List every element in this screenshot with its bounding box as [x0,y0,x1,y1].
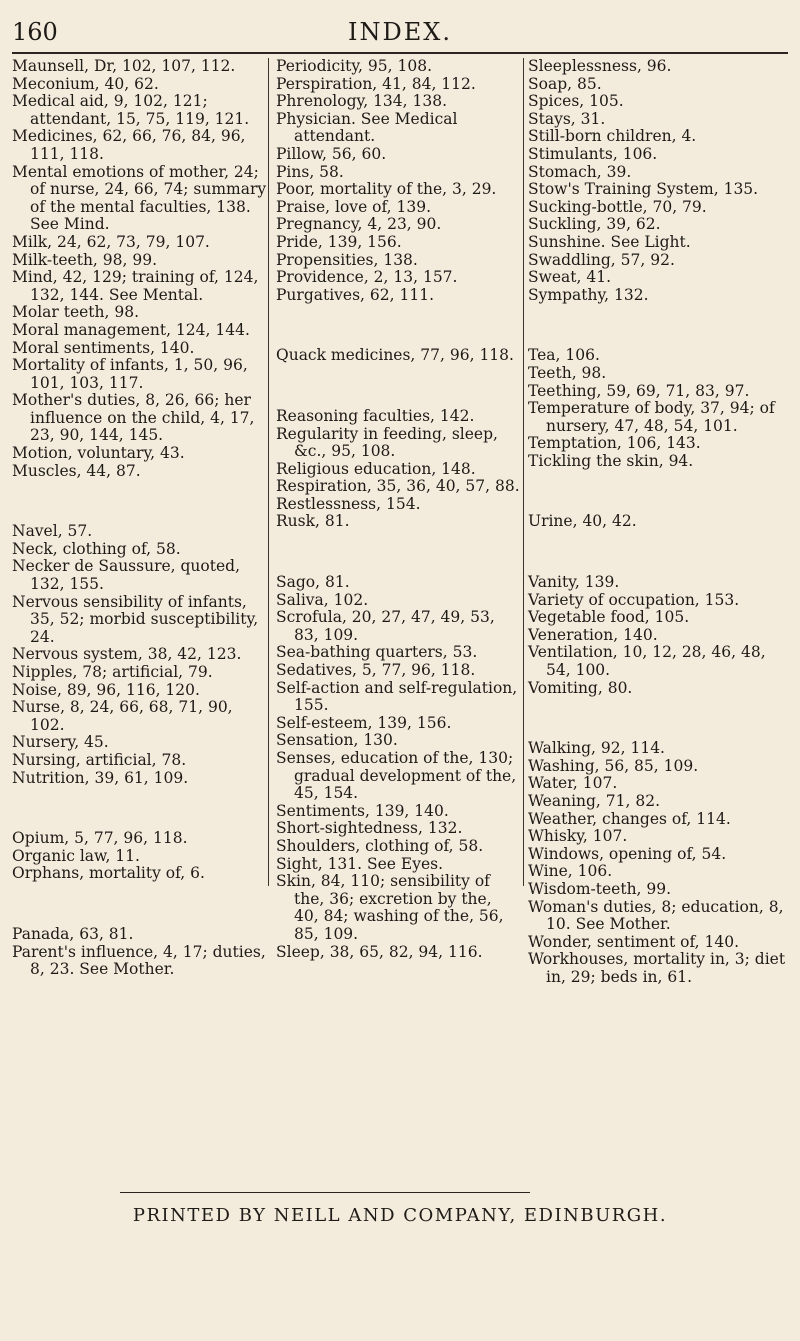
index-entry: Moral sentiments, 140. [12,338,195,357]
index-entry: Nursing, artificial, 78. [12,750,187,769]
index-entry: Nipples, 78; artificial, 79. [12,663,213,681]
index-entry: Washing, 56, 85, 109. [528,756,699,775]
index-entry: Nervous system, 38, 42, 123. [12,645,242,664]
page-title: INDEX. [348,18,452,46]
index-entry: Pins, 58. [276,162,344,181]
index-entry: Water, 107. [528,774,618,793]
index-entry: Sympathy, 132. [528,285,649,304]
index-entry: Mortality of infants, 1, 50, 96, 101, 103, 117. [12,356,248,392]
index-entry: Windows, opening of, 54. [528,844,727,863]
index-entry: Medicines, 62, 66, 76, 84, 96, 111, 118. [12,127,246,163]
index-entry: Reasoning faculties, 142. [276,406,475,425]
index-entry: Senses, education of the, 130; gradual development of the, 45, 154. [276,749,517,803]
index-entry: Rusk, 81. [276,512,350,531]
index-entry: Vomiting, 80. [528,678,633,697]
index-entry: Skin, 84, 110; sensibility of the, 36; excretion by the, 40, 84; washing of the, 56, 85, 109. [276,872,504,943]
index-entry: Poor, mortality of the, 3, 29. [276,180,497,199]
index-entry: Sentiments, 139, 140. [276,801,449,820]
index-entry: Tickling the skin, 94. [528,451,694,470]
section-gap [12,803,268,815]
index-entry: Mind, 42, 129; training of, 124, 132, 144. See Mental. [12,268,259,304]
index-entry: Pride, 139, 156. [276,232,402,251]
section-gap [528,486,786,498]
index-entry: Moral management, 124, 144. [12,320,250,339]
index-entry: Molar teeth, 98. [12,303,140,322]
index-entry: Variety of occupation, 153. [528,590,740,609]
index-entry: Shoulders, clothing of, 58. [276,836,484,855]
index-entry: Woman's duties, 8; education, 8, 10. See Mother. [528,897,784,934]
index-entry: Milk-teeth, 98, 99. [12,250,158,269]
index-entry: Workhouses, mortality in, 3; diet in, 29; beds in, 61. [528,950,786,986]
section-gap [12,496,268,508]
index-entry: Swaddling, 57, 92. [528,250,675,269]
footer-rule [120,1192,530,1193]
index-entry: Opium, 5, 77, 96, 118. [12,829,188,848]
index-entry: Praise, love of, 139. [276,197,432,216]
index-entry: Stays, 31. [528,109,606,128]
index-entry: Saliva, 102. [276,590,369,609]
index-entry: Necker de Saussure, quoted, 132, 155. [12,557,240,594]
index-entry: Suckling, 39, 62. [528,215,661,234]
printer-imprint: PRINTED BY NEILL AND COMPANY, EDINBURGH. [132,1205,668,1226]
index-entry: Weaning, 71, 82. [528,792,661,810]
index-columns [12,58,788,1188]
index-entry: Respiration, 35, 36, 40, 57, 88. [276,477,520,496]
index-entry: Motion, voluntary, 43. [12,444,185,463]
index-entry: Providence, 2, 13, 157. [276,268,458,287]
index-entry: Nervous sensibility of infants, 35, 52; morbid susceptibility, 24. [12,592,259,646]
index-entry: Organic law, 11. [12,846,140,865]
index-entry: Meconium, 40, 62. [12,74,159,93]
index-entry: Sweat, 41. [528,268,612,287]
column-divider [523,58,524,886]
index-entry: Phrenology, 134, 138. [276,92,448,111]
index-entry: Short-sightedness, 132. [276,819,463,838]
index-entry: Panada, 63, 81. [12,924,134,943]
index-entry: Navel, 57. [12,522,93,541]
index-entry: Sago, 81. [276,573,350,592]
index-entry: Sensation, 130. [276,731,398,750]
index-entry: Temptation, 106, 143. [528,434,701,453]
index-entry: Stow's Training System, 135. [528,180,759,199]
index-entry: Stomach, 39. [528,162,632,181]
index-column-1 [12,58,268,979]
section-gap [276,380,520,392]
index-entry: Medical aid, 9, 102, 121; attendant, 15, 75, 119, 121. [12,92,250,128]
index-entry: Noise, 89, 96, 116, 120. [12,680,200,699]
index-entry: Soap, 85. [528,74,602,93]
section-gap [528,547,786,559]
index-entry: Restlessness, 154. [276,494,421,513]
index-entry: Mental emotions of mother, 24; of nurse, 24, 66, 74; summary of the mental faculties, 138. See Mind. [12,162,267,234]
page-number: 160 [12,18,58,46]
index-entry: Sleeplessness, 96. [528,57,672,75]
column-divider [268,58,269,886]
index-entry: Sight, 131. See Eyes. [276,854,444,873]
index-entry: Ventilation, 10, 12, 28, 46, 48, 54, 100. [528,643,766,680]
index-entry: Self-action and self-regulation, 155. [276,678,518,715]
index-entry: Religious education, 148. [276,459,476,478]
index-entry: Nurse, 8, 24, 66, 68, 71, 90, 102. [12,698,233,734]
page-header [12,18,788,48]
index-entry: Still-born children, 4. [528,127,697,146]
index-entry: Regularity in feeding, sleep, &c., 95, 108. [276,424,498,461]
index-entry: Temperature of body, 37, 94; of nursery, 47, 48, 54, 101. [528,399,775,435]
section-gap [12,898,268,910]
section-gap [276,320,520,332]
index-entry: Spices, 105. [528,92,624,111]
index-entry: Milk, 24, 62, 73, 79, 107. [12,232,210,251]
index-entry: Whisky, 107. [528,827,628,846]
index-entry: Urine, 40, 42. [528,512,637,531]
index-entry: Sedatives, 5, 77, 96, 118. [276,661,476,680]
section-gap [276,547,520,559]
index-entry: Sleep, 38, 65, 82, 94, 116. [276,942,483,961]
index-entry: Orphans, mortality of, 6. [12,864,205,883]
index-entry: Sucking-bottle, 70, 79. [528,197,707,216]
index-entry: Perspiration, 41, 84, 112. [276,74,476,93]
index-entry: Nutrition, 39, 61, 109. [12,768,189,787]
index-entry: Walking, 92, 114. [528,739,665,758]
index-entry: Self-esteem, 139, 156. [276,713,452,732]
index-entry: Physician. See Medical attendant. [276,109,458,146]
index-entry: Pillow, 56, 60. [276,144,387,163]
index-entry: Stimulants, 106. [528,144,658,163]
index-entry: Maunsell, Dr, 102, 107, 112. [12,57,236,75]
index-entry: Veneration, 140. [528,625,658,644]
index-entry: Vanity, 139. [528,573,620,592]
index-entry: Vegetable food, 105. [528,608,690,627]
index-column-3 [528,58,786,987]
index-column-2 [276,58,520,961]
index-entry: Parent's influence, 4, 17; duties, 8, 23. See Mother. [12,942,266,979]
index-entry: Mother's duties, 8, 26, 66; her influence on the child, 4, 17, 23, 90, 144, 145. [12,391,255,445]
index-entry: Teeth, 98. [528,363,607,382]
index-entry: Neck, clothing of, 58. [12,539,181,558]
index-entry: Wisdom-teeth, 99. [528,879,672,898]
index-entry: Periodicity, 95, 108. [276,57,432,75]
index-entry: Wine, 106. [528,862,613,881]
index-entry: Tea, 106. [528,346,600,365]
index-entry: Pregnancy, 4, 23, 90. [276,215,442,234]
index-entry: Sunshine. See Light. [528,232,691,251]
index-entry: Muscles, 44, 87. [12,461,141,480]
section-gap [528,320,786,332]
index-entry: Scrofula, 20, 27, 47, 49, 53, 83, 109. [276,608,495,644]
index-entry: Nursery, 45. [12,733,109,752]
index-entry: Purgatives, 62, 111. [276,285,434,304]
index-entry: Propensities, 138. [276,250,418,269]
header-rule [12,52,788,54]
index-entry: Quack medicines, 77, 96, 118. [276,346,514,365]
index-entry: Weather, changes of, 114. [528,809,731,828]
section-gap [528,713,786,725]
index-entry: Wonder, sentiment of, 140. [528,932,740,951]
index-entry: Sea-bathing quarters, 53. [276,643,478,662]
index-entry: Teething, 59, 69, 71, 83, 97. [528,381,750,400]
